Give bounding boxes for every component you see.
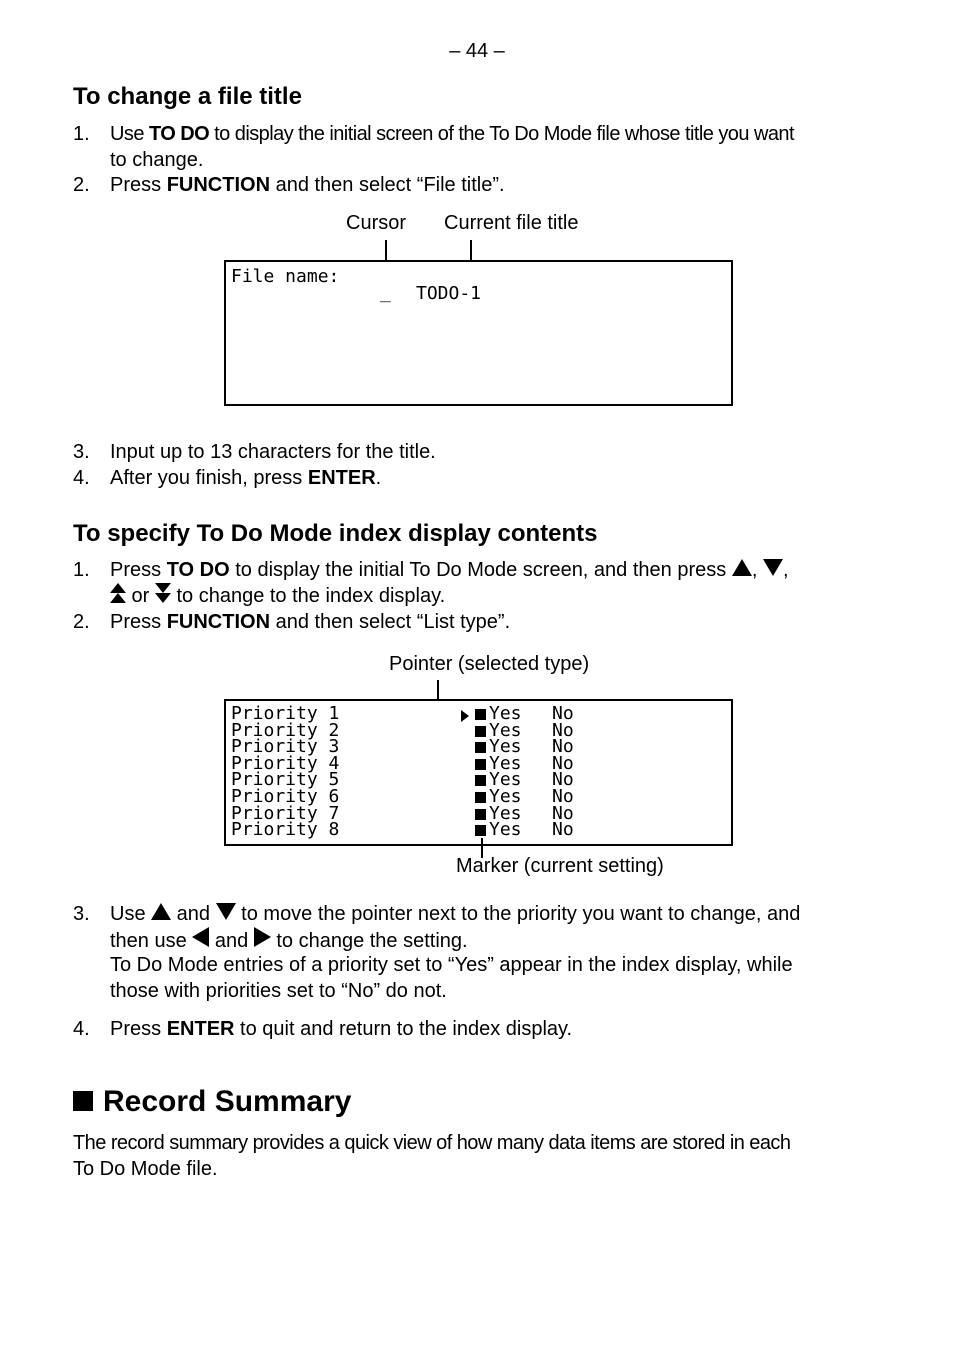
screen-row-label: Priority 6 [231,786,340,807]
screen-row-label: Priority 2 [231,719,340,741]
screen-row-no: No [552,703,574,724]
s2-step-3: 3. Use and to move the pointer next to the priority you want to change, and [73,903,801,925]
label-marker: Marker (current setting) [456,855,664,877]
file-title-screen [224,260,733,406]
screen-row-no: No [552,769,574,791]
screen-file-name-label: File name: [231,266,340,287]
marker-icon [475,742,486,753]
step-4: 4. After you finish, press ENTER. [73,467,382,489]
screen-cursor: _ [380,282,391,303]
marker-icon [475,775,486,786]
screen-row-yes: Yes [489,786,522,807]
right-arrow-icon [254,927,271,947]
screen-row-label: Priority 7 [231,802,340,824]
screen-row-label: Priority 4 [231,752,340,774]
screen-row-no: No [552,786,574,807]
s2-step-1: 1. Press TO DO to display the initial To Do Mode screen, and then press , , [73,559,789,581]
marker-icon [475,759,486,770]
record-summary-heading: Record Summary [73,1085,351,1119]
section-heading-change-file-title: To change a file title [73,83,302,110]
record-summary-line1: The record summary provides a quick view of how many data items are stored in each [73,1132,791,1154]
up-arrow-icon [151,903,171,920]
screen-row-yes: Yes [489,819,522,841]
screen-file-title: TODO-1 [416,283,482,304]
screen-row-no: No [552,736,574,758]
section-heading-index-display: To specify To Do Mode index display contents [73,520,598,547]
label-cursor: Cursor [346,212,407,234]
double-up-arrow-icon [110,583,126,605]
screen-row-label: Priority 8 [231,819,340,841]
step-1-continued: to change. [110,149,204,171]
black-square-icon [73,1091,93,1111]
marker-icon [475,809,486,820]
marker-icon [475,726,486,737]
s2-step-2: 2. Press FUNCTION and then select “List type”. [73,611,511,633]
screen-row-no: No [552,802,574,824]
s2-step-1-continued: or to change to the index display. [73,583,886,609]
step-3: 3. Input up to 13 characters for the title. [73,441,436,463]
screen-row-no: No [552,719,574,741]
screen-row-yes: Yes [489,802,522,824]
down-arrow-icon [216,903,236,920]
marker-icon [475,792,486,803]
s2-step-3-line2: then use and to change the setting. [73,927,886,953]
left-arrow-icon [192,927,209,947]
label-current-file-title: Current file title [444,212,579,234]
page-number: – 44 – [449,40,505,62]
screen-row-yes: Yes [489,769,522,791]
step-2: 2. Press FUNCTION and then select “File title”. [73,174,505,196]
s2-step-3-line3: To Do Mode entries of a priority set to “Yes” appear in the index display, while [110,954,793,976]
double-down-arrow-icon [155,583,171,605]
screen-row-label: Priority 3 [231,736,340,758]
list-type-screen [224,699,733,846]
screen-row-yes: Yes [489,719,522,741]
s2-step-4: 4. Press ENTER to quit and return to the index display. [73,1018,573,1040]
step-1: 1. Use TO DO to display the initial screen of the To Do Mode file whose title you want [73,123,795,145]
screen-row-yes: Yes [489,752,522,774]
down-arrow-icon [763,559,783,576]
screen-row-yes: Yes [489,736,522,758]
screen-row-label: Priority 1 [231,703,340,724]
marker-icon [475,709,486,720]
screen-row-yes: Yes [489,703,522,724]
screen-row-no: No [552,819,574,841]
pointer-icon [461,710,469,722]
s2-step-3-line4: those with priorities set to “No” do not. [110,980,447,1002]
screen-row-no: No [552,752,574,774]
screen-row-label: Priority 5 [231,769,340,791]
marker-icon [475,825,486,836]
record-summary-line2: To Do Mode file. [73,1158,218,1180]
up-arrow-icon [732,559,752,576]
label-pointer: Pointer (selected type) [389,653,590,675]
